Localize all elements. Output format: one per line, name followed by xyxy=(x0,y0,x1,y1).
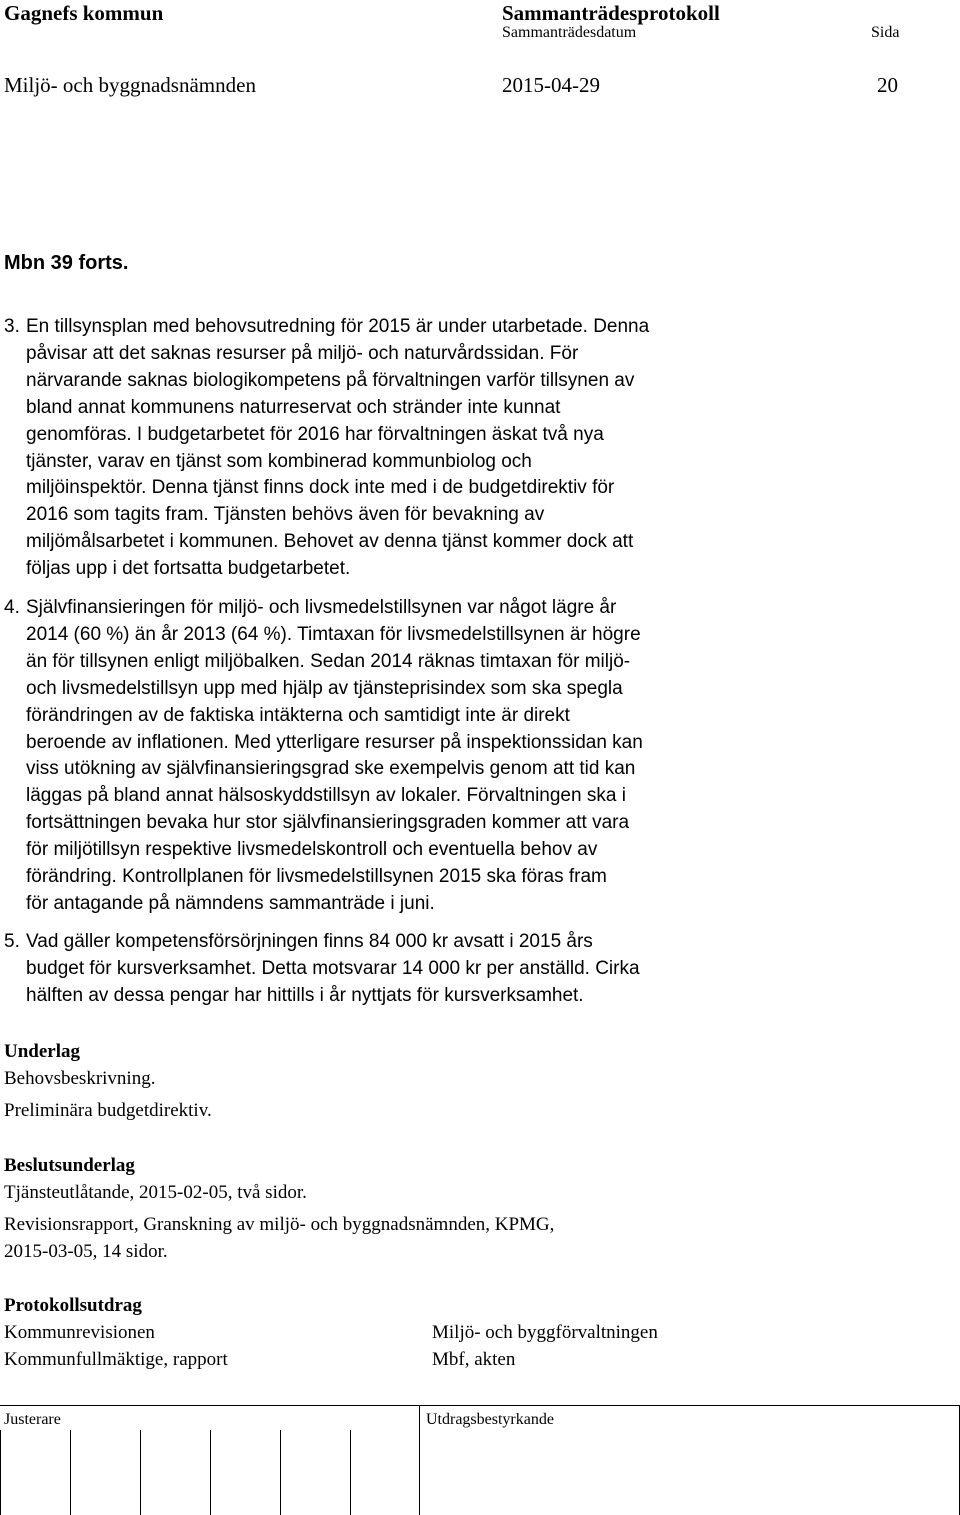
item-4-line: för antagande på nämndens sammanträde i juni. xyxy=(26,892,435,914)
item-4-line: Självfinansieringen för miljö- och livsmedelstillsynen var något lägre år xyxy=(26,597,617,618)
item-3-line: tjänster, varav en tjänst som kombinerad kommunbiolog och xyxy=(26,450,532,472)
underlag-item: Preliminära budgetdirektiv. xyxy=(4,1100,212,1121)
underlag-heading: Underlag xyxy=(4,1041,80,1062)
meeting-date: 2015-04-29 xyxy=(502,73,600,97)
item-4-line: beroende av inflationen. Med ytterligare resurser på inspektionssidan kan xyxy=(26,731,643,753)
recipient-right: Miljö- och byggförvaltningen xyxy=(432,1322,658,1343)
document-type: Sammanträdesprotokoll xyxy=(502,1,720,25)
footer-top-rule xyxy=(0,1405,960,1406)
signature-box-divider xyxy=(419,1405,420,1515)
item-4-number: 4. xyxy=(4,597,20,618)
item-4-line: än för tillsynen enligt miljöbalken. Sedan 2014 räknas timtaxan för miljö- xyxy=(26,650,631,672)
signature-box-divider xyxy=(140,1430,141,1515)
signature-box-divider xyxy=(210,1430,211,1515)
item-5-text xyxy=(26,929,640,1010)
item-4-text xyxy=(26,595,643,918)
page-number: 20 xyxy=(877,73,898,97)
item-3-number: 3. xyxy=(4,316,20,337)
item-3-text xyxy=(26,314,649,583)
recipient-left: Kommunfullmäktige, rapport xyxy=(4,1349,228,1370)
signature-box-divider xyxy=(70,1430,71,1515)
section-title: Mbn 39 forts. xyxy=(4,252,129,274)
item-3-line: 2016 som tagits fram. Tjänsten behövs även för bevakning av xyxy=(26,504,545,526)
recipient-left: Kommunrevisionen xyxy=(4,1322,155,1343)
page-label: Sida xyxy=(871,24,900,41)
item-5-line: budget för kursverksamhet. Detta motsvarar 14 000 kr per anställd. Cirka xyxy=(26,957,640,979)
item-4-line: 2014 (60 %) än år 2013 (64 %). Timtaxan för livsmedelstillsynen är högre xyxy=(26,623,641,645)
item-4-line: fortsättningen bevaka hur stor självfinansieringsgraden kommer att vara xyxy=(26,812,630,834)
item-3-line: miljömålsarbetet i kommunen. Behovet av denna tjänst kommer dock att xyxy=(26,531,634,553)
protokollsutdrag-heading: Protokollsutdrag xyxy=(4,1295,142,1316)
beslutsunderlag-heading: Beslutsunderlag xyxy=(4,1155,135,1176)
beslutsunderlag-item: Revisionsrapport, Granskning av miljö- och byggnadsnämnden, KPMG, xyxy=(4,1214,555,1235)
municipality-name: Gagnefs kommun xyxy=(4,1,164,25)
item-5-line: Vad gäller kompetensförsörjningen finns 84 000 kr avsatt i 2015 års xyxy=(26,931,593,952)
item-3-line: miljöinspektör. Denna tjänst finns dock inte med i de budgetdirektiv för xyxy=(26,477,615,499)
committee-name: Miljö- och byggnadsnämnden xyxy=(4,73,256,97)
item-4-line: viss utökning av självfinansieringsgrad ske exempelvis genom att tid kan xyxy=(26,758,636,780)
item-4-line: för miljötillsyn respektive livsmedelskontroll och eventuella behov av xyxy=(26,839,598,861)
item-3-line: följas upp i det fortsatta budgetarbetet. xyxy=(26,558,351,580)
item-3-line: bland annat kommunens naturreservat och stränder inte kunnat xyxy=(26,396,561,418)
justerare-label: Justerare xyxy=(4,1411,61,1428)
item-3-line: påvisar att det saknas resurser på miljö- och naturvårdssidan. För xyxy=(26,342,579,364)
date-label: Sammanträdesdatum xyxy=(502,24,637,41)
item-5-number: 5. xyxy=(4,931,20,952)
beslutsunderlag-item: Tjänsteutlåtande, 2015-02-05, två sidor. xyxy=(4,1182,307,1203)
item-3-line: genomföras. I budgetarbetet för 2016 har förvaltningen äskat två nya xyxy=(26,423,604,445)
item-4-line: läggas på bland annat hälsoskyddstillsyn av lokaler. Förvaltningen ska i xyxy=(26,785,626,807)
recipient-right: Mbf, akten xyxy=(432,1349,516,1370)
underlag-item: Behovsbeskrivning. xyxy=(4,1068,156,1089)
signature-box-divider xyxy=(350,1430,351,1515)
item-3-line: närvarande saknas biologikompetens på förvaltningen varför tillsynen av xyxy=(26,369,635,391)
beslutsunderlag-item: 2015-03-05, 14 sidor. xyxy=(4,1241,168,1262)
item-5-line: hälften av dessa pengar har hittills i år nyttjats för kursverksamhet. xyxy=(26,984,584,1006)
utdragsbestyrkande-label: Utdragsbestyrkande xyxy=(426,1411,554,1428)
item-4-line: förändringen av de faktiska intäkterna och samtidigt inte är direkt xyxy=(26,704,570,726)
signature-box-divider xyxy=(0,1430,1,1515)
item-4-line: förändring. Kontrollplanen för livsmedelstillsynen 2015 ska föras fram xyxy=(26,866,607,888)
item-3-line: En tillsynsplan med behovsutredning för 2015 är under utarbetade. Denna xyxy=(26,316,650,337)
signature-box-divider xyxy=(280,1430,281,1515)
item-4-line: och livsmedelstillsyn upp med hjälp av tjänsteprisindex som ska spegla xyxy=(26,677,623,699)
